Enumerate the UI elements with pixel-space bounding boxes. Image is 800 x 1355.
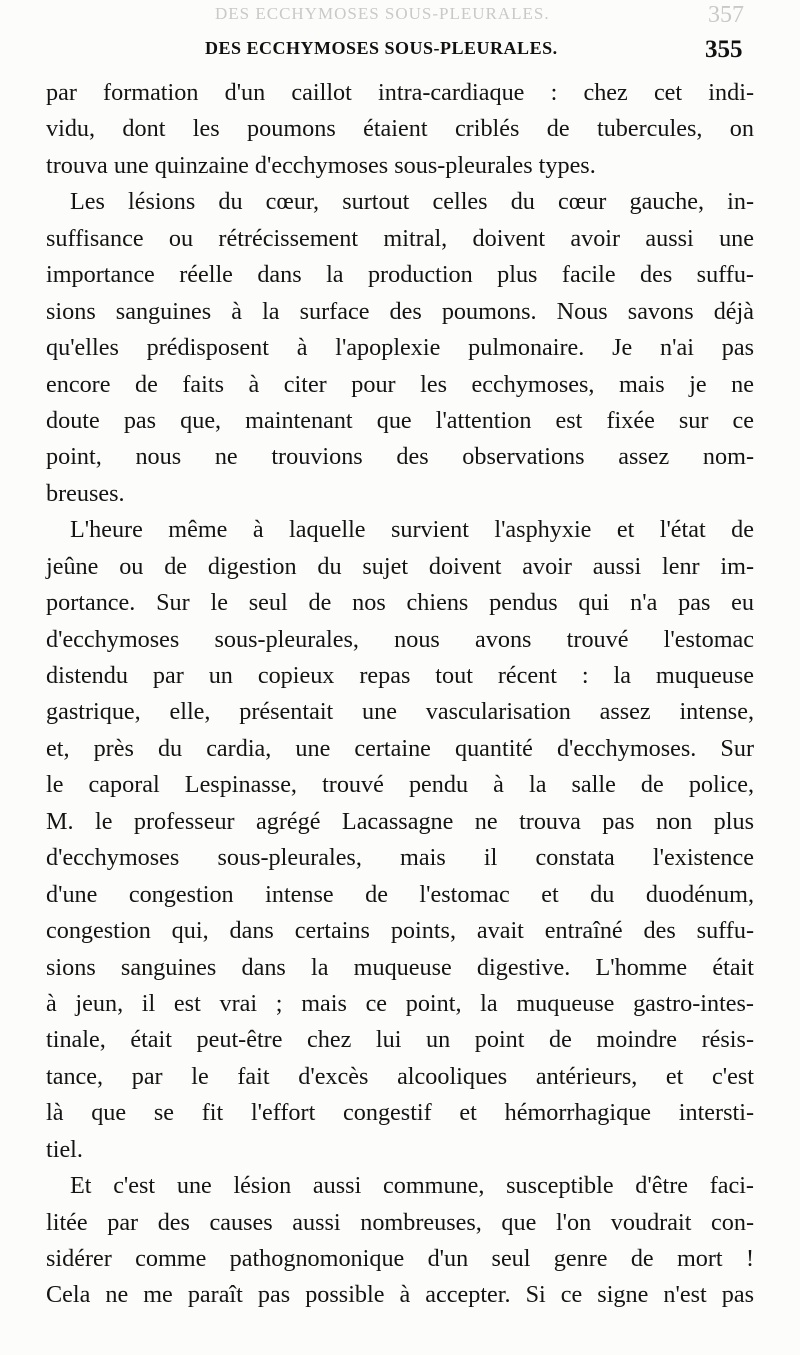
text-line: d'une congestion intense de l'estomac et du duodénum, bbox=[46, 880, 754, 908]
bleed-through-header: DES ECCHYMOSES SOUS-PLEURALES. bbox=[215, 4, 550, 23]
text-line: portance. Sur le seul de nos chiens pendus qui n'a pas eu bbox=[46, 589, 754, 617]
body-text bbox=[46, 75, 754, 1314]
text-line: suffisance ou rétrécissement mitral, doivent avoir aussi une bbox=[46, 224, 754, 252]
text-line: importance réelle dans la production plus facile des suffu- bbox=[46, 261, 754, 289]
text-line: litée par des causes aussi nombreuses, que l'on voudrait con- bbox=[46, 1208, 754, 1236]
text-line: par formation d'un caillot intra-cardiaque : chez cet indi- bbox=[46, 79, 754, 106]
text-line: là que se fit l'effort congestif et hémorrhagique intersti- bbox=[46, 1099, 754, 1127]
text-line: qu'elles prédisposent à l'apoplexie pulmonaire. Je n'ai pas bbox=[46, 334, 754, 362]
text-line: à jeun, il est vrai ; mais ce point, la muqueuse gastro-intes- bbox=[46, 989, 754, 1017]
text-line: tinale, était peut-être chez lui un point de moindre résis- bbox=[46, 1026, 754, 1054]
text-line: tiel. bbox=[46, 1135, 83, 1163]
text-line: point, nous ne trouvions des observations assez nom- bbox=[46, 443, 754, 471]
text-line: vidu, dont les poumons étaient criblés de tubercules, on bbox=[46, 115, 754, 143]
text-line: sidérer comme pathognomonique d'un seul genre de mort ! bbox=[46, 1245, 754, 1272]
text-line: tance, par le fait d'excès alcooliques antérieurs, et c'est bbox=[46, 1062, 754, 1090]
text-line: gastrique, elle, présentait une vascularisation assez intense, bbox=[46, 698, 754, 726]
text-line: trouva une quinzaine d'ecchymoses sous-pleurales types. bbox=[46, 151, 596, 179]
text-line: sions sanguines dans la muqueuse digestive. L'homme était bbox=[46, 953, 754, 981]
text-line: breuses. bbox=[46, 479, 125, 507]
text-line: Et c'est une lésion aussi commune, susceptible d'être faci- bbox=[70, 1172, 754, 1200]
text-line: d'ecchymoses sous-pleurales, nous avons trouvé l'estomac bbox=[46, 625, 754, 653]
text-line: M. le professeur agrégé Lacassagne ne trouva pas non plus bbox=[46, 807, 754, 835]
text-line: doute pas que, maintenant que l'attention est fixée sur ce bbox=[46, 406, 754, 434]
text-line: Les lésions du cœur, surtout celles du cœur gauche, in- bbox=[70, 188, 754, 216]
text-line: Cela ne me paraît pas possible à accepter. Si ce signe n'est pas bbox=[46, 1281, 754, 1309]
text-line: sions sanguines à la surface des poumons. Nous savons déjà bbox=[46, 297, 754, 325]
text-line: distendu par un copieux repas tout récent : la muqueuse bbox=[46, 662, 754, 689]
text-line: le caporal Lespinasse, trouvé pendu à la salle de police, bbox=[46, 771, 754, 799]
text-line: congestion qui, dans certains points, avait entraîné des suffu- bbox=[46, 917, 754, 945]
text-line: d'ecchymoses sous-pleurales, mais il constata l'existence bbox=[46, 844, 754, 872]
text-line: et, près du cardia, une certaine quantité d'ecchymoses. Sur bbox=[46, 734, 754, 762]
text-line: encore de faits à citer pour les ecchymoses, mais je ne bbox=[46, 370, 754, 398]
bleed-through-page-number: 357 bbox=[708, 2, 744, 28]
running-title: DES ECCHYMOSES SOUS-PLEURALES. bbox=[205, 38, 558, 58]
text-line: L'heure même à laquelle survient l'asphyxie et l'état de bbox=[70, 516, 754, 544]
text-line: jeûne ou de digestion du sujet doivent avoir aussi lenr im- bbox=[46, 552, 754, 580]
page-number: 355 bbox=[705, 36, 743, 63]
